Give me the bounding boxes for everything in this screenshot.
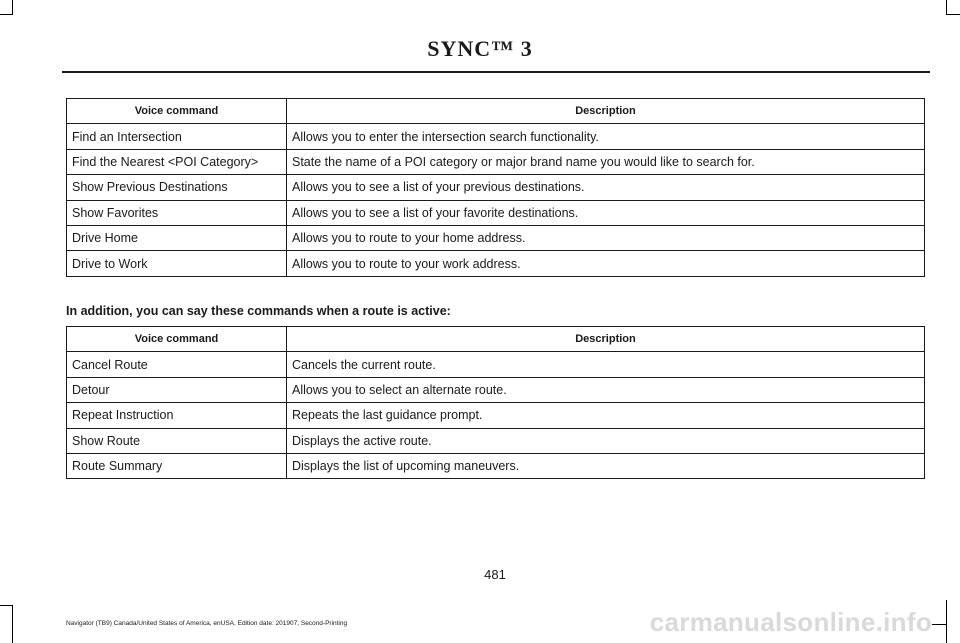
route-active-intro: In addition, you can say these commands when a route is active: bbox=[66, 304, 451, 318]
crop-mark-top-right-h bbox=[946, 14, 960, 15]
description-cell: Allows you to see a list of your previous destinations. bbox=[287, 175, 925, 200]
crop-mark-bottom-right-h bbox=[932, 624, 946, 625]
description-cell: Allows you to route to your work address. bbox=[287, 251, 925, 276]
column-header-description: Description bbox=[287, 99, 925, 124]
table-header-row bbox=[67, 327, 925, 352]
voice-commands-table bbox=[66, 98, 925, 277]
table-row bbox=[67, 225, 925, 250]
column-header-voice-command: Voice command bbox=[67, 327, 287, 352]
table-row bbox=[67, 175, 925, 200]
table-row bbox=[67, 352, 925, 377]
table-row bbox=[67, 428, 925, 453]
description-cell: State the name of a POI category or major brand name you would like to search for. bbox=[287, 149, 925, 174]
edition-footer: Navigator (TB9) Canada/United States of America, enUSA, Edition date: 201907, Second-Printing bbox=[66, 620, 348, 627]
voice-command-cell: Show Route bbox=[67, 428, 287, 453]
page-title: SYNC™ 3 bbox=[427, 36, 533, 61]
description-cell: Allows you to enter the intersection search functionality. bbox=[287, 124, 925, 149]
voice-command-cell: Show Favorites bbox=[67, 200, 287, 225]
crop-mark-top-left-h bbox=[0, 14, 13, 15]
page-number: 481 bbox=[484, 567, 506, 582]
crop-mark-bottom-right-v bbox=[946, 600, 947, 643]
voice-command-cell: Find the Nearest <POI Category> bbox=[67, 149, 287, 174]
column-header-description: Description bbox=[287, 327, 925, 352]
description-cell: Cancels the current route. bbox=[287, 352, 925, 377]
voice-command-cell: Drive Home bbox=[67, 225, 287, 250]
voice-command-cell: Detour bbox=[67, 377, 287, 402]
table-header-row bbox=[67, 99, 925, 124]
table-row bbox=[67, 200, 925, 225]
description-cell: Displays the active route. bbox=[287, 428, 925, 453]
table-row bbox=[67, 377, 925, 402]
description-cell: Displays the list of upcoming maneuvers. bbox=[287, 453, 925, 478]
description-cell: Allows you to select an alternate route. bbox=[287, 377, 925, 402]
crop-mark-bottom-left-h bbox=[0, 605, 13, 606]
voice-command-cell: Cancel Route bbox=[67, 352, 287, 377]
description-cell: Allows you to route to your home address. bbox=[287, 225, 925, 250]
voice-command-cell: Route Summary bbox=[67, 453, 287, 478]
column-header-voice-command: Voice command bbox=[67, 99, 287, 124]
table-row bbox=[67, 251, 925, 276]
route-commands-table bbox=[66, 326, 925, 479]
table-row bbox=[67, 453, 925, 478]
voice-command-cell: Find an Intersection bbox=[67, 124, 287, 149]
table-row bbox=[67, 124, 925, 149]
voice-command-cell: Repeat Instruction bbox=[67, 403, 287, 428]
description-cell: Repeats the last guidance prompt. bbox=[287, 403, 925, 428]
crop-mark-top-right-v bbox=[946, 0, 947, 14]
crop-mark-bottom-left-v bbox=[12, 605, 13, 643]
title-rule bbox=[62, 71, 930, 73]
table-row bbox=[67, 403, 925, 428]
voice-command-cell: Drive to Work bbox=[67, 251, 287, 276]
description-cell: Allows you to see a list of your favorite destinations. bbox=[287, 200, 925, 225]
voice-command-cell: Show Previous Destinations bbox=[67, 175, 287, 200]
table-row bbox=[67, 149, 925, 174]
watermark: carmanualsonline.info bbox=[649, 607, 932, 637]
crop-mark-top-left-v bbox=[12, 0, 13, 14]
